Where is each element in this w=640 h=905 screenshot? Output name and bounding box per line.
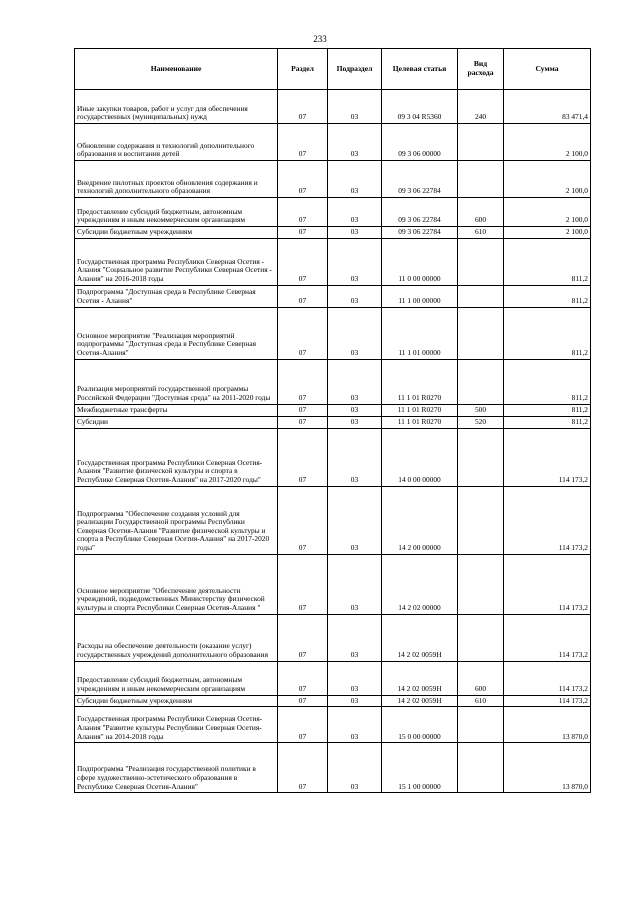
table-row xyxy=(75,161,591,198)
table-row xyxy=(75,198,591,227)
cell-type xyxy=(458,554,504,614)
cell-sum: 2 100,0 xyxy=(504,124,591,161)
cell-sum: 811,2 xyxy=(504,404,591,416)
table-row xyxy=(75,285,591,307)
cell-target: 14 2 02 0059Н xyxy=(382,695,458,707)
cell-name: Реализация мероприятий государственной программы Российской Федерации "Доступная среда" на 2011-2020 годы xyxy=(75,359,278,404)
cell-type xyxy=(458,238,504,285)
cell-sum: 2 100,0 xyxy=(504,198,591,227)
table-row xyxy=(75,359,591,404)
cell-subsection: 03 xyxy=(328,743,382,793)
cell-type xyxy=(458,124,504,161)
cell-sum: 114 173,2 xyxy=(504,661,591,695)
table-row xyxy=(75,90,591,124)
cell-target: 11 1 01 00000 xyxy=(382,307,458,359)
cell-name: Межбюджетные трансферты xyxy=(75,404,278,416)
cell-target: 09 3 04 R5360 xyxy=(382,90,458,124)
table-row xyxy=(75,614,591,661)
cell-section: 07 xyxy=(278,743,328,793)
cell-sum: 811,2 xyxy=(504,238,591,285)
cell-subsection: 03 xyxy=(328,285,382,307)
cell-type: 600 xyxy=(458,661,504,695)
cell-name: Государственная программа Республики Северная Осетия - Алания "Социальное развитие Республики Северная Осетия - Алания" на 2016-2018 годы xyxy=(75,238,278,285)
cell-target: 09 3 06 22784 xyxy=(382,198,458,227)
cell-name: Предоставление субсидий бюджетным, автономным учреждениям и иным некоммерческим организациям xyxy=(75,198,278,227)
cell-sum: 114 173,2 xyxy=(504,695,591,707)
cell-subsection: 03 xyxy=(328,707,382,743)
cell-section: 07 xyxy=(278,554,328,614)
cell-type xyxy=(458,359,504,404)
cell-type xyxy=(458,486,504,554)
page-number: 233 xyxy=(313,34,327,44)
header-subsection: Подраздел xyxy=(328,49,382,90)
cell-sum: 114 173,2 xyxy=(504,428,591,486)
cell-target: 11 1 01 R0270 xyxy=(382,404,458,416)
cell-target: 14 2 02 0059Н xyxy=(382,661,458,695)
cell-subsection: 03 xyxy=(328,307,382,359)
cell-type: 240 xyxy=(458,90,504,124)
cell-section: 07 xyxy=(278,428,328,486)
cell-target: 14 2 02 00000 xyxy=(382,554,458,614)
cell-target: 14 0 00 00000 xyxy=(382,428,458,486)
cell-sum: 811,2 xyxy=(504,307,591,359)
cell-target: 09 3 06 22784 xyxy=(382,227,458,239)
table-row xyxy=(75,661,591,695)
cell-name: Государственная программа Республики Северная Осетия-Алания "Развитие физической культуры и спорта в Республике Северная Осетия-Алания" на 2017-2020 годы" xyxy=(75,428,278,486)
budget-table xyxy=(74,48,591,793)
cell-subsection: 03 xyxy=(328,661,382,695)
cell-sum: 114 173,2 xyxy=(504,614,591,661)
cell-name: Внедрение пилотных проектов обновления содержания и технологий дополнительного образования xyxy=(75,161,278,198)
cell-name: Подпрограмма "Обеспечение создания условий для реализации Государственной программы Республики Северная Осетия-Алания "Развитие физической культуры и спорта в Республике Северная Осетия-Алания" на 2017-2020 годы" xyxy=(75,486,278,554)
cell-name: Основное мероприятие "Обеспечение деятельности учреждений, подведомственных Министерству физической культуры и спорта Республики Северная Осетия-Алания " xyxy=(75,554,278,614)
cell-type: 520 xyxy=(458,416,504,428)
cell-section: 07 xyxy=(278,161,328,198)
cell-section: 07 xyxy=(278,198,328,227)
cell-target: 09 3 06 22784 xyxy=(382,161,458,198)
table-row xyxy=(75,743,591,793)
cell-target: 15 1 00 00000 xyxy=(382,743,458,793)
cell-name: Подпрограмма "Реализация государственной политики в сфере художественно-эстетического образования в Республике Северная Осетия-Алания" xyxy=(75,743,278,793)
cell-section: 07 xyxy=(278,486,328,554)
cell-section: 07 xyxy=(278,90,328,124)
cell-name: Субсидии бюджетным учреждениям xyxy=(75,227,278,239)
table-row xyxy=(75,238,591,285)
cell-type: 600 xyxy=(458,198,504,227)
cell-subsection: 03 xyxy=(328,614,382,661)
cell-sum: 114 173,2 xyxy=(504,486,591,554)
cell-section: 07 xyxy=(278,359,328,404)
cell-section: 07 xyxy=(278,661,328,695)
header-name: Наименование xyxy=(75,49,278,90)
cell-type xyxy=(458,307,504,359)
cell-target: 09 3 06 00000 xyxy=(382,124,458,161)
table-row xyxy=(75,124,591,161)
cell-subsection: 03 xyxy=(328,124,382,161)
cell-subsection: 03 xyxy=(328,554,382,614)
cell-type xyxy=(458,707,504,743)
table-row xyxy=(75,227,591,239)
cell-section: 07 xyxy=(278,307,328,359)
cell-name: Субсидии бюджетным учреждениям xyxy=(75,695,278,707)
cell-section: 07 xyxy=(278,707,328,743)
cell-sum: 83 471,4 xyxy=(504,90,591,124)
header-target: Целевая статья xyxy=(382,49,458,90)
cell-target: 14 2 00 00000 xyxy=(382,486,458,554)
cell-name: Государственная программа Республики Северная Осетия-Алания "Развитие культуры Республики Северная Осетия-Алания" на 2014-2018 годы xyxy=(75,707,278,743)
cell-subsection: 03 xyxy=(328,416,382,428)
table-row xyxy=(75,416,591,428)
cell-subsection: 03 xyxy=(328,90,382,124)
cell-subsection: 03 xyxy=(328,227,382,239)
cell-target: 15 0 00 00000 xyxy=(382,707,458,743)
cell-sum: 13 870,0 xyxy=(504,743,591,793)
cell-target: 11 1 00 00000 xyxy=(382,285,458,307)
cell-type: 500 xyxy=(458,404,504,416)
table-header-row xyxy=(75,49,591,90)
cell-subsection: 03 xyxy=(328,161,382,198)
cell-sum: 2 100,0 xyxy=(504,161,591,198)
cell-name: Иные закупки товаров, работ и услуг для обеспечения государственных (муниципальных) нужд xyxy=(75,90,278,124)
header-sum: Сумма xyxy=(504,49,591,90)
cell-subsection: 03 xyxy=(328,428,382,486)
cell-sum: 114 173,2 xyxy=(504,554,591,614)
cell-sum: 811,2 xyxy=(504,285,591,307)
table-row xyxy=(75,707,591,743)
cell-target: 14 2 02 0059Н xyxy=(382,614,458,661)
cell-sum: 2 100,0 xyxy=(504,227,591,239)
cell-subsection: 03 xyxy=(328,359,382,404)
cell-target: 11 1 01 R0270 xyxy=(382,359,458,404)
cell-section: 07 xyxy=(278,227,328,239)
cell-name: Субсидии xyxy=(75,416,278,428)
table-row xyxy=(75,404,591,416)
cell-target: 11 1 01 R0270 xyxy=(382,416,458,428)
cell-type xyxy=(458,285,504,307)
cell-type: 610 xyxy=(458,695,504,707)
cell-name: Обновление содержания и технологий дополнительного образования и воспитания детей xyxy=(75,124,278,161)
cell-section: 07 xyxy=(278,695,328,707)
cell-type xyxy=(458,743,504,793)
cell-name: Основное мероприятие "Реализация мероприятий подпрограммы "Доступная среда в Республике Северная Осетия-Алания" xyxy=(75,307,278,359)
cell-name: Предоставление субсидий бюджетным, автономным учреждениям и иным некоммерческим организациям xyxy=(75,661,278,695)
table-row xyxy=(75,695,591,707)
cell-subsection: 03 xyxy=(328,486,382,554)
cell-section: 07 xyxy=(278,238,328,285)
cell-type: 610 xyxy=(458,227,504,239)
cell-subsection: 03 xyxy=(328,404,382,416)
header-expense-type: Вид расхода xyxy=(458,49,504,90)
cell-subsection: 03 xyxy=(328,695,382,707)
cell-name: Расходы на обеспечение деятельности (оказание услуг) государственных учреждений дополнительного образования xyxy=(75,614,278,661)
cell-type xyxy=(458,161,504,198)
cell-section: 07 xyxy=(278,124,328,161)
cell-sum: 13 870,0 xyxy=(504,707,591,743)
cell-type xyxy=(458,428,504,486)
cell-section: 07 xyxy=(278,614,328,661)
table-row xyxy=(75,554,591,614)
cell-target: 11 0 00 00000 xyxy=(382,238,458,285)
table-row xyxy=(75,486,591,554)
cell-type xyxy=(458,614,504,661)
cell-subsection: 03 xyxy=(328,238,382,285)
cell-section: 07 xyxy=(278,285,328,307)
cell-section: 07 xyxy=(278,404,328,416)
table-row xyxy=(75,428,591,486)
header-section: Раздел xyxy=(278,49,328,90)
cell-section: 07 xyxy=(278,416,328,428)
cell-sum: 811,2 xyxy=(504,416,591,428)
cell-subsection: 03 xyxy=(328,198,382,227)
cell-sum: 811,2 xyxy=(504,359,591,404)
cell-name: Подпрограмма "Доступная среда в Республике Северная Осетия - Алания" xyxy=(75,285,278,307)
table-row xyxy=(75,307,591,359)
